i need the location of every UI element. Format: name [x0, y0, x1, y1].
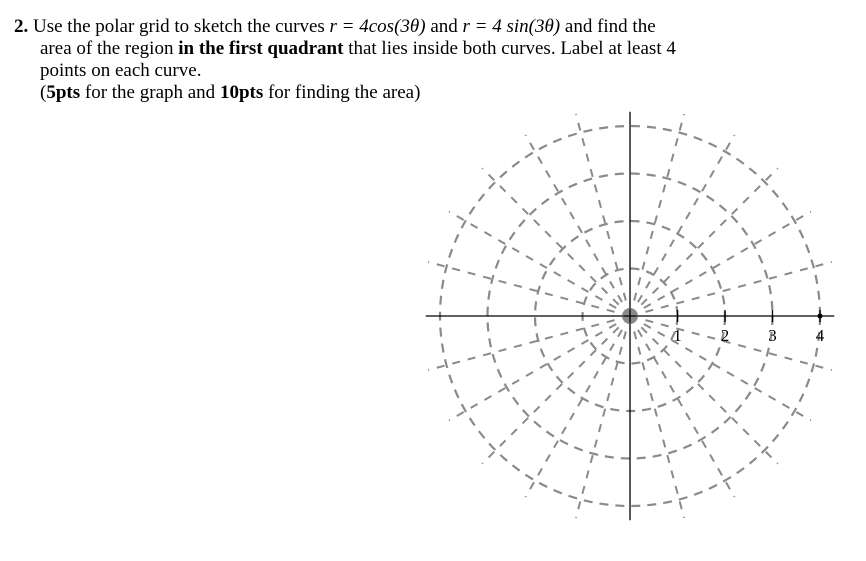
problem-text: for the graph and: [84, 82, 216, 103]
spoke-45: [630, 168, 778, 316]
points-area: 10pts: [219, 82, 264, 103]
spoke-240: [526, 316, 631, 497]
emphasis-first-quadrant: in the first quadrant: [178, 38, 344, 59]
spoke-195: [428, 316, 630, 370]
spoke-165: [428, 262, 630, 316]
spoke-30: [630, 212, 811, 317]
problem-text: points on each curve.: [40, 60, 202, 81]
radius-label-4: 4: [815, 326, 825, 345]
problem-text: (: [40, 82, 47, 103]
problem-text: and find the: [564, 16, 656, 37]
spoke-120: [526, 135, 631, 316]
problem-text: Use the polar grid to sketch the curves: [33, 16, 325, 37]
spoke-300: [630, 316, 735, 497]
radius-label-1: 1: [673, 326, 682, 345]
spoke-345: [630, 316, 832, 370]
spoke-75: [630, 114, 684, 316]
spoke-285: [630, 316, 684, 518]
radius-4-marker: [818, 314, 823, 319]
curve-equation-sin: r = 4 sin(3θ): [462, 16, 561, 37]
problem-text: and: [430, 16, 458, 37]
problem-text: that lies inside both curves. Label at least 4: [348, 38, 676, 59]
spoke-315: [630, 316, 778, 464]
curve-equation-cos: r = 4cos(3θ): [329, 16, 426, 37]
spoke-210: [449, 316, 630, 421]
radius-label-3: 3: [768, 326, 777, 345]
spoke-135: [482, 168, 630, 316]
spoke-105: [576, 114, 630, 316]
spoke-15: [630, 262, 832, 316]
problem-text: for finding the area): [267, 82, 421, 103]
spoke-150: [449, 212, 630, 317]
spoke-60: [630, 135, 735, 316]
radius-label-2: 2: [720, 326, 730, 345]
spoke-225: [482, 316, 630, 464]
problem-number: 2.: [14, 16, 29, 37]
points-graph: 5pts: [46, 82, 81, 103]
problem-text: area of the region: [40, 38, 174, 59]
spoke-255: [576, 316, 630, 518]
